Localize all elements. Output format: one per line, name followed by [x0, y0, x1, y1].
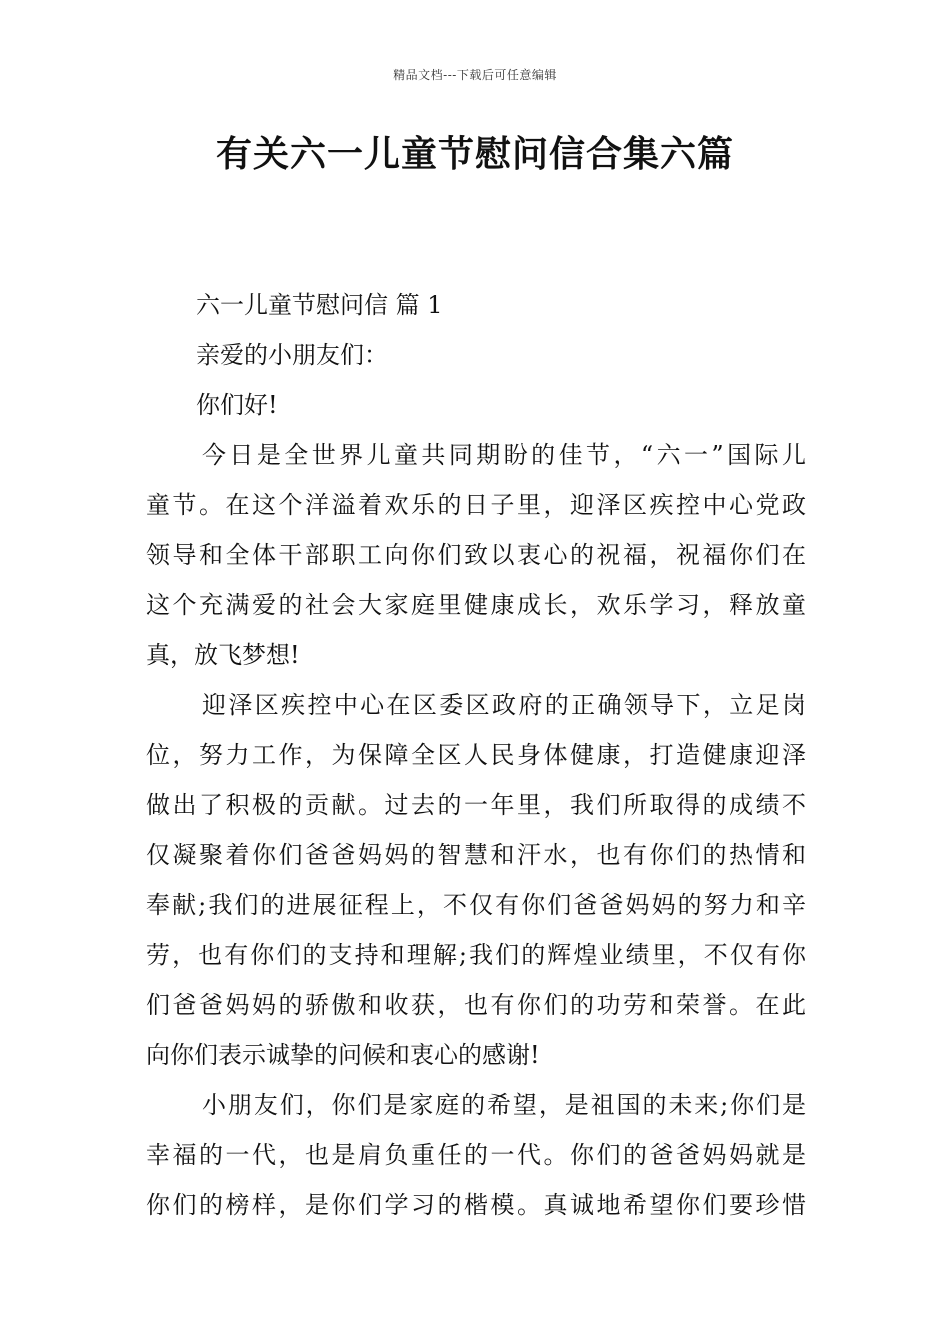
- paragraph-line: 领导和全体干部职工向你们致以衷心的祝福，祝福你们在: [146, 541, 806, 569]
- paragraph-line: 幸福的一代，也是肩负重任的一代。你们的爸爸妈妈就是: [146, 1141, 806, 1169]
- paragraph-line: 奉献;我们的进展征程上，不仅有你们爸爸妈妈的努力和辛: [146, 891, 806, 919]
- document-title: 有关六一儿童节慰问信合集六篇: [215, 134, 734, 175]
- paragraph-line: 真，放飞梦想!: [146, 641, 300, 669]
- paragraph-line: 你们的榜样，是你们学习的楷模。真诚地希望你们要珍惜: [146, 1191, 806, 1219]
- paragraph-line: 小朋友们，你们是家庭的希望，是祖国的未来;你们是: [202, 1091, 806, 1119]
- paragraph-line: 们爸爸妈妈的骄傲和收获，也有你们的功劳和荣誉。在此: [146, 991, 806, 1019]
- paragraph-line: 迎泽区疾控中心在区委区政府的正确领导下，立足岗: [202, 691, 806, 719]
- paragraph-line: 劳，也有你们的支持和理解;我们的辉煌业绩里，不仅有你: [146, 941, 806, 969]
- paragraph-line: 位，努力工作，为保障全区人民身体健康，打造健康迎泽: [146, 741, 806, 769]
- document-body: [146, 280, 806, 1230]
- section-heading: 六一儿童节慰问信 篇 1: [196, 291, 443, 319]
- paragraph-line: 童节。在这个洋溢着欢乐的日子里，迎泽区疾控中心党政: [146, 491, 806, 519]
- greeting: 亲爱的小朋友们：: [196, 341, 388, 369]
- hello-line: 你们好!: [196, 391, 278, 419]
- paragraph-line: 这个充满爱的社会大家庭里健康成长，欢乐学习，释放童: [146, 591, 806, 619]
- paragraph-line: 仅凝聚着你们爸爸妈妈的智慧和汗水，也有你们的热情和: [146, 841, 806, 869]
- paragraph-line: 做出了积极的贡献。过去的一年里，我们所取得的成绩不: [146, 791, 806, 819]
- paragraph-line: 向你们表示诚挚的问候和衷心的感谢!: [146, 1041, 540, 1069]
- header-note: 精品文档---下载后可任意编辑: [393, 68, 557, 82]
- paragraph-line: 今日是全世界儿童共同期盼的佳节，“六一”国际儿: [202, 441, 806, 469]
